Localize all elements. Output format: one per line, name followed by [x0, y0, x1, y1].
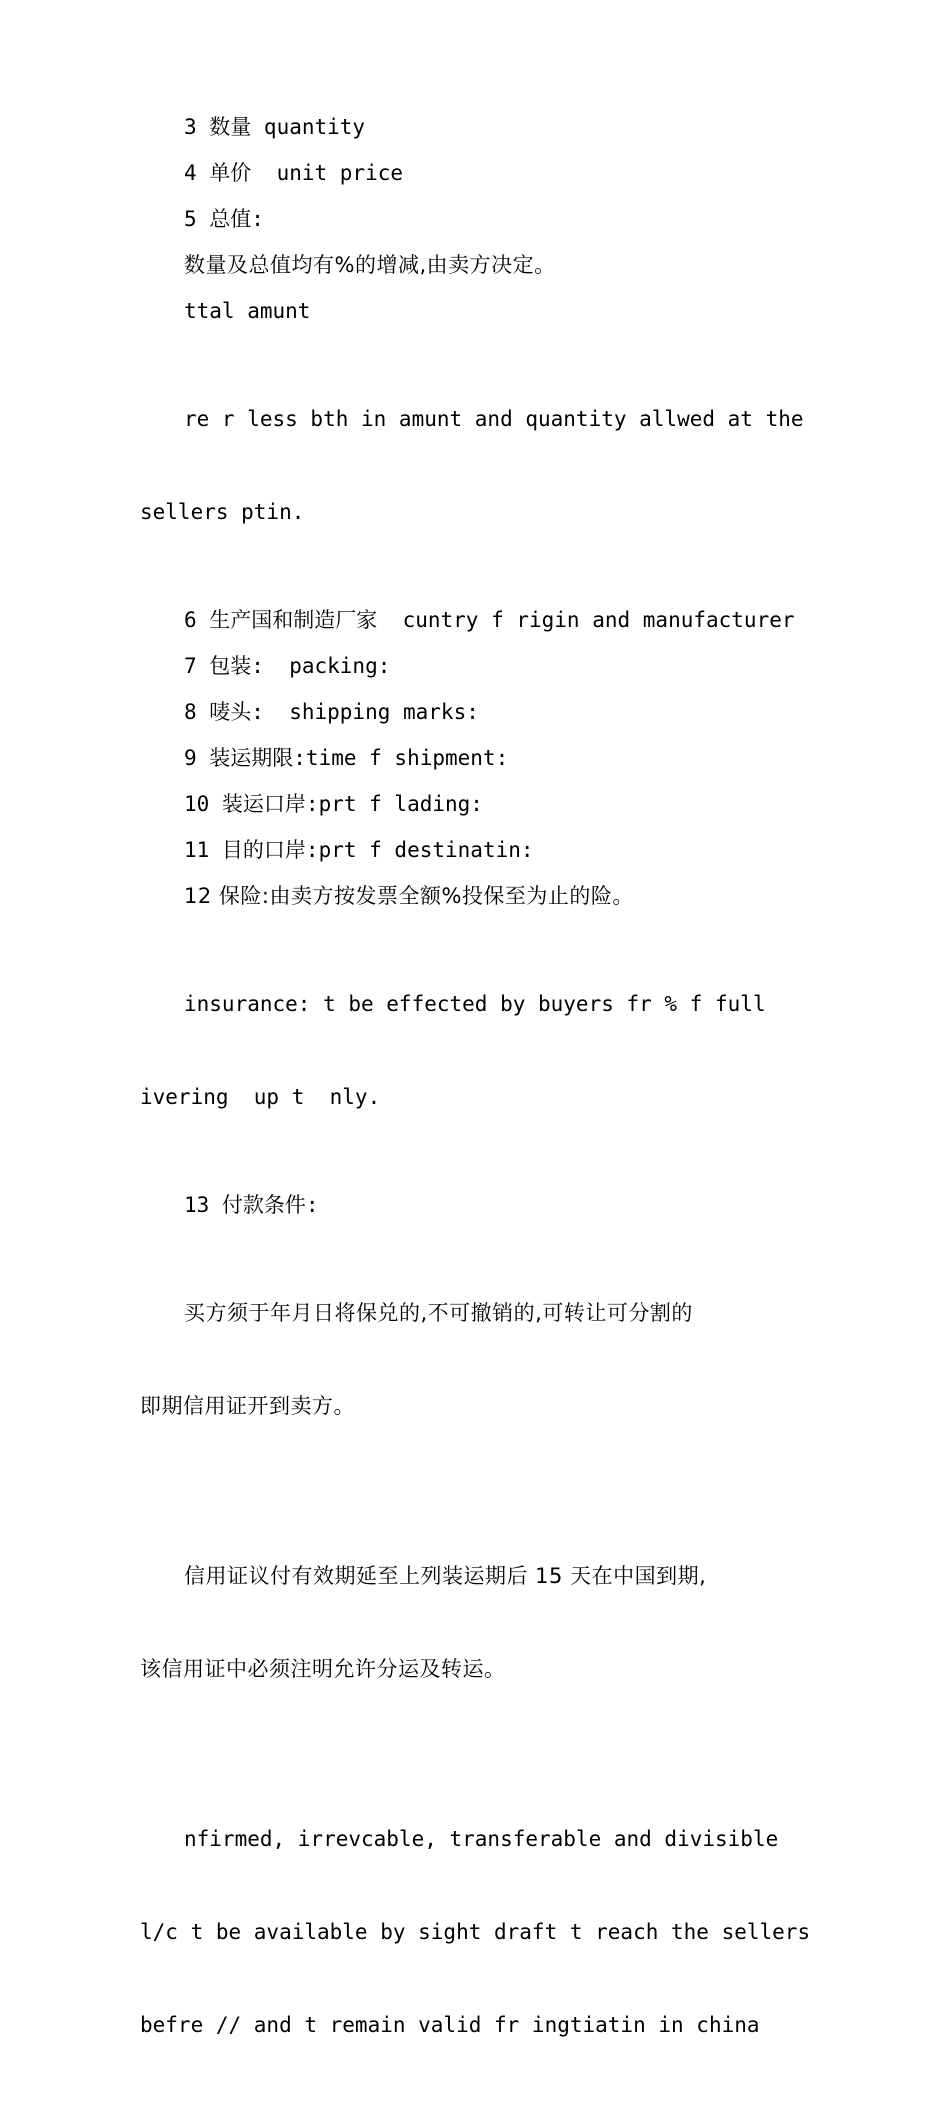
para-quantity: 3 数量 quantity	[184, 115, 366, 139]
para-lc-validity-cn-line-2: 该信用证中必须注明允许分运及转运。	[140, 1657, 506, 1681]
para-insurance-en-line-1: insurance: t be effected by buyers fr % f full	[184, 992, 766, 1016]
para-total-amount: ttal amunt	[184, 299, 311, 323]
para-origin-manufacturer: 6 生产国和制造厂家 cuntry f rigin and manufacturer	[184, 608, 795, 632]
para-total-value: 5 总值:	[184, 207, 264, 231]
para-lc-validity-cn	[140, 1499, 830, 1747]
para-insurance-cn: 12 保险:由卖方按发票全额%投保至为止的险。	[184, 884, 634, 908]
para-lc-en-line-1: nfirmed, irrevcable, transferable and divisible	[184, 1827, 779, 1851]
document-body	[140, 112, 830, 2118]
para-unit-price: 4 单价 unit price	[184, 161, 404, 185]
para-lc-cn	[140, 1236, 830, 1484]
para-packing: 7 包装: packing:	[184, 654, 391, 678]
para-lc-validity-cn-line-1: 信用证议付有效期延至上列装运期后 15 天在中国到期,	[184, 1564, 707, 1588]
para-insurance-en	[140, 927, 830, 1175]
para-time-of-shipment: 9 装运期限:time f shipment:	[184, 746, 509, 770]
para-tolerance-en	[140, 342, 830, 590]
para-lc-en-line-2: l/c t be available by sight draft t reach the sellers	[140, 1920, 811, 1944]
para-insurance-en-line-2: ivering up t nly.	[140, 1085, 381, 1109]
para-lc-en-line-3: befre // and t remain valid fr ingtiatin in china	[140, 2013, 760, 2037]
para-tolerance-en-line-1: re r less bth in amunt and quantity allwed at the	[184, 407, 804, 431]
para-lc-cn-line-1: 买方须于年月日将保兑的,不可撤销的,可转让可分割的	[184, 1301, 693, 1325]
para-port-of-destination: 11 目的口岸:prt f destinatin:	[184, 838, 534, 862]
para-payment-terms: 13 付款条件:	[184, 1193, 319, 1217]
para-shipping-marks: 8 唛头: shipping marks:	[184, 700, 479, 724]
para-tolerance-en-line-2: sellers ptin.	[140, 500, 305, 524]
para-lc-en	[140, 1762, 830, 2103]
para-port-of-lading: 10 装运口岸:prt f lading:	[184, 792, 483, 816]
para-lc-cn-line-2: 即期信用证开到卖方。	[140, 1394, 355, 1418]
para-tolerance-cn: 数量及总值均有%的增减,由卖方决定。	[184, 253, 556, 277]
